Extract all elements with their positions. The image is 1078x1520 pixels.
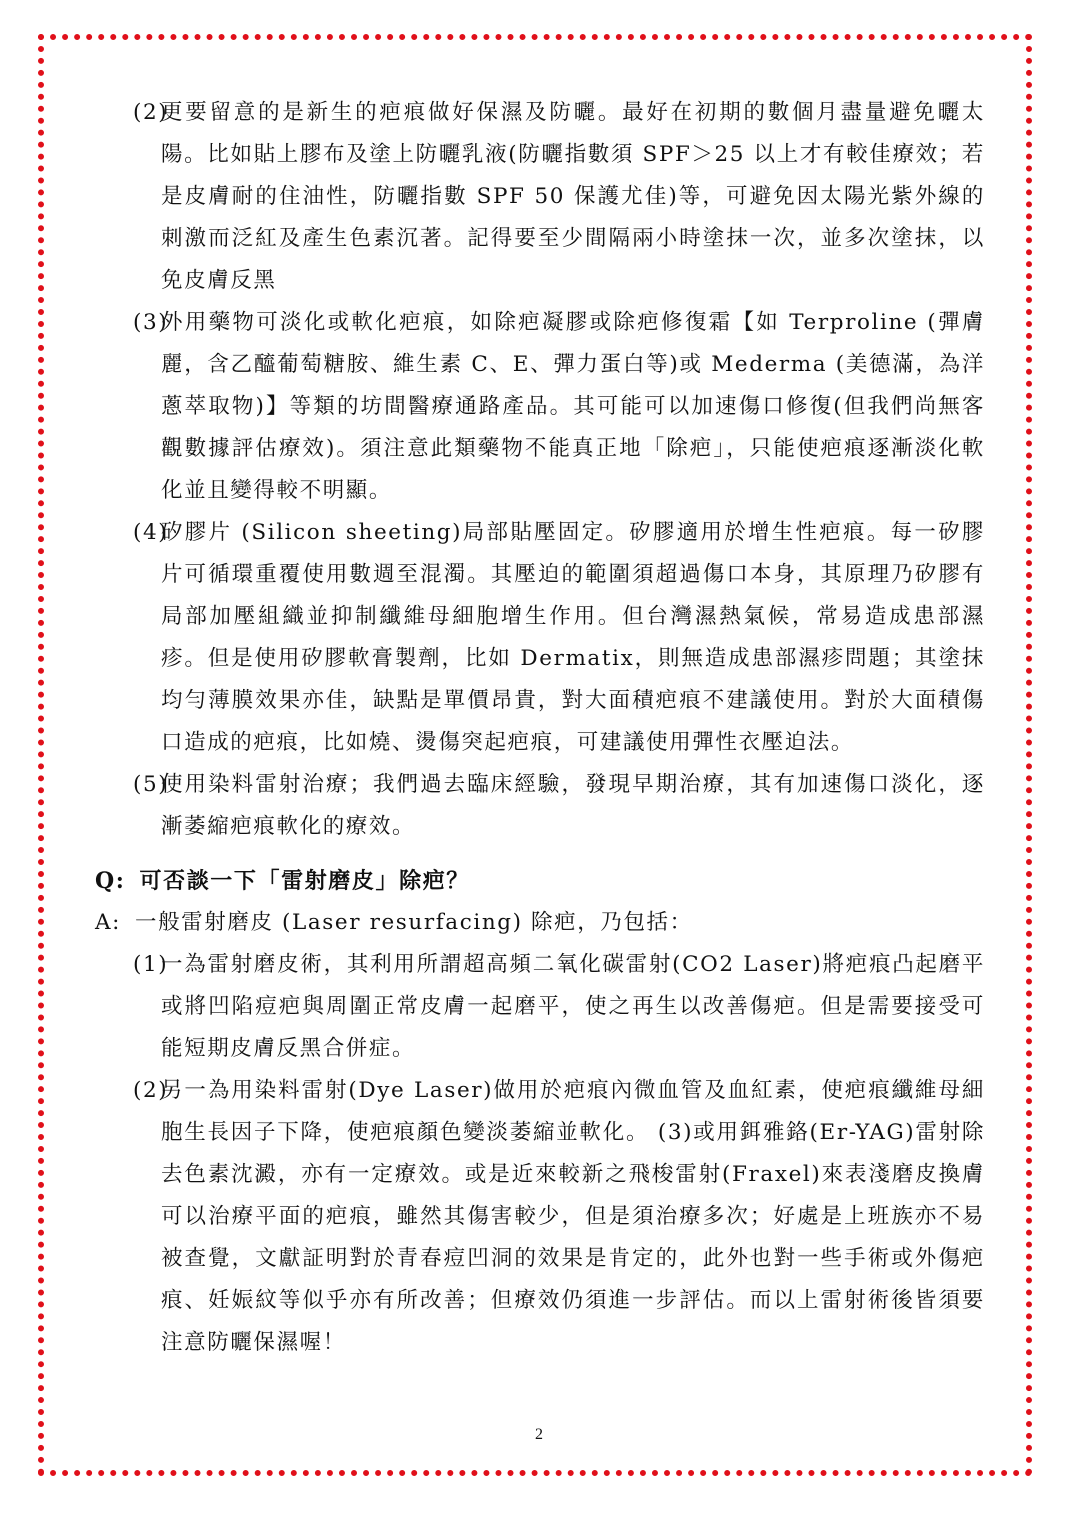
answer-item-1 — [95, 944, 985, 1070]
item-text: 另一為用染料雷射(Dye Laser)做用於疤痕內微血管及血紅素，使疤痕纖維母細胞生長因子下降，使疤痕顏色變淡萎縮並軟化。 (3)或用鉺雅鉻(Er-YAG)雷射除去色素沈澱，亦有一定療效。或是近來較新之飛梭雷射(Fraxel)來表淺磨皮換膚可以治療平面的疤痕，雖然其傷害較少，但是須治療多次；好處是上班族亦不易被查覺，文獻証明對於青春痘凹洞的效果是肯定的，此外也對一些手術或外傷疤痕、妊娠紋等似乎亦有所改善；但療效仍須進一步評估。而以上雷射術後皆須要注意防曬保濕喔！ — [161, 1078, 985, 1355]
item-number: (4) — [133, 520, 169, 545]
page-number: 2 — [535, 1426, 543, 1443]
answer-item-2 — [95, 1070, 985, 1364]
question-text: 可否談一下「雷射磨皮」除疤？ — [139, 868, 470, 894]
item-text: 使用染料雷射治療；我們過去臨床經驗，發現早期治療，其有加速傷口淡化，逐漸萎縮疤痕軟化的療效。 — [161, 772, 985, 839]
document-body — [95, 92, 985, 1364]
answer-intro — [95, 902, 985, 944]
question-mark-label: Q: — [95, 868, 126, 894]
item-text: 矽膠片 (Silicon sheeting)局部貼壓固定。矽膠適用於增生性疤痕。每一矽膠片可循環重覆使用數週至混濁。其壓迫的範圍須超過傷口本身，其原理乃矽膠有局部加壓組織並抑制纖維母細胞增生作用。但台灣濕熱氣候，常易造成患部濕疹。但是使用矽膠軟膏製劑，比如 Dermatix，則無造成患部濕疹問題；其塗抹均勻薄膜效果亦佳，缺點是單價昂貴，對大面積疤痕不建議使用。對於大面積傷口造成的疤痕，比如燒、燙傷突起疤痕，可建議使用彈性衣壓迫法。 — [161, 520, 985, 755]
item-text: 一為雷射磨皮術，其利用所謂超高頻二氧化碳雷射(CO2 Laser)將疤痕凸起磨平或將凹陷痘疤與周圍正常皮膚一起磨平，使之再生以改善傷疤。但是需要接受可能短期皮膚反黑合併症。 — [161, 952, 985, 1061]
item-number: (5) — [133, 772, 169, 797]
list-item-5 — [95, 764, 985, 848]
item-number: (1) — [133, 952, 169, 977]
answer-text: 一般雷射磨皮 (Laser resurfacing) 除疤，乃包括： — [134, 910, 693, 935]
item-text: 外用藥物可淡化或軟化疤痕，如除疤凝膠或除疤修復霜【如 Terproline (彈膚麗，含乙醯葡萄糖胺、維生素 C、E、彈力蛋白等)或 Mederma (美德滿，為洋蔥萃取物)】等類的坊間醫療通路產品。其可能可以加速傷口修復(但我們尚無客觀數據評估療效)。須注意此類藥物不能真正地「除疤」，只能使疤痕逐漸淡化軟化並且變得較不明顯。 — [161, 310, 985, 503]
item-number: (3) — [133, 310, 169, 335]
item-text: 更要留意的是新生的疤痕做好保濕及防曬。最好在初期的數個月盡量避免曬太陽。比如貼上膠布及塗上防曬乳液(防曬指數須 SPF＞25 以上才有較佳療效；若是皮膚耐的住油性，防曬指數 SPF 50 保護尤佳)等，可避免因太陽光紫外線的刺激而泛紅及產生色素沉著。記得要至少間隔兩小時塗抹一次，並多次塗抹，以免皮膚反黑 — [161, 100, 985, 293]
list-item-2 — [95, 92, 985, 302]
list-item-4 — [95, 512, 985, 764]
list-item-3 — [95, 302, 985, 512]
item-number: (2) — [133, 1078, 169, 1103]
item-number: (2) — [133, 100, 169, 125]
answer-mark-label: A: — [95, 910, 121, 935]
question-heading — [95, 860, 985, 902]
